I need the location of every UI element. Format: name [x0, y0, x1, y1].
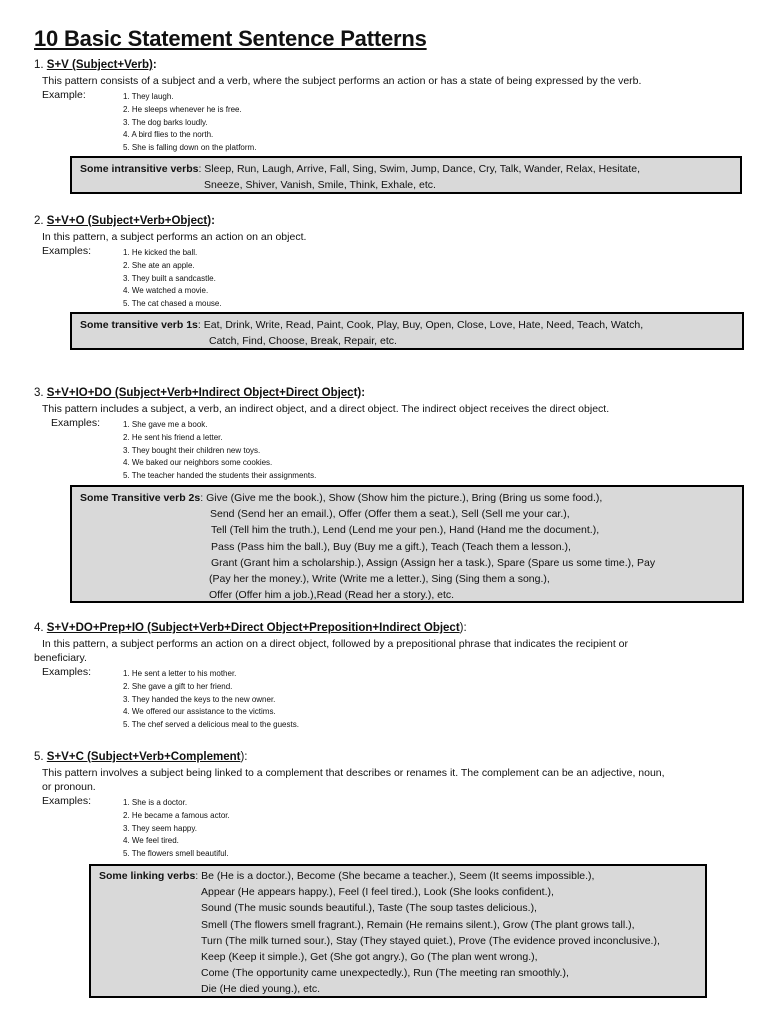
examples-label: Examples: — [42, 245, 92, 257]
page-title: 10 Basic Statement Sentence Patterns — [34, 26, 427, 51]
section-4 — [34, 621, 734, 732]
box-line: (Pay her the money.), Write (Write me a letter.), Sing (Sing them a song.), — [209, 573, 550, 586]
box-label: Some linking verbs — [99, 870, 196, 882]
example-item: 2. He sent his friend a letter. — [123, 432, 223, 442]
example-item: 5. The chef served a delicious meal to the guests. — [123, 720, 299, 730]
box-line: Keep (Keep it simple.), Get (She got angry.), Go (The plan went wrong.), — [201, 951, 538, 964]
section-description — [42, 230, 734, 244]
examples-list — [123, 795, 734, 861]
section-number: 2. — [34, 215, 44, 227]
example-item: 3. They seem happy. — [123, 823, 197, 833]
example-item: 5. She is falling down on the platform. — [123, 143, 257, 153]
section-description — [42, 766, 734, 794]
example-item: 2. He sleeps whenever he is free. — [123, 104, 242, 114]
example-item: 2. He became a famous actor. — [123, 810, 230, 820]
section-description — [42, 74, 734, 88]
section-pattern: S+V (Subject+Verb) — [46, 59, 153, 71]
description-line: or pronoun. — [42, 781, 96, 793]
box-line: Offer (Offer him a job.),Read (Read her a story.), etc. — [209, 589, 455, 602]
section-5 — [34, 750, 734, 861]
section-pattern: S+V+C (Subject+Verb+Complement — [46, 751, 241, 763]
verb-box-intransitive — [70, 156, 742, 194]
example-item: 5. The flowers smell beautiful. — [123, 849, 229, 859]
example-item: 4. We offered our assistance to the victims. — [123, 707, 276, 717]
section-2 — [34, 214, 734, 311]
verb-box-transitive-1 — [70, 312, 744, 350]
section-colon: ): — [459, 622, 467, 634]
box-line: Turn (The milk turned sour.), Stay (They stayed quiet.), Prove (The evidence proved inconclusive.), — [201, 934, 660, 947]
section-pattern: S+V+DO+Prep+IO (Subject+Verb+Direct Object+Preposition+Indirect Object — [46, 622, 460, 634]
verb-box-transitive-2 — [70, 485, 744, 603]
description-line: In this pattern, a subject performs an action on a direct object, followed by a prepositional phrase that indicates the recipient or — [42, 638, 629, 650]
box-line: Come (The opportunity came unexpectedly.), Run (The meeting ran smoothly.), — [201, 967, 569, 980]
example-item: 5. The teacher handed the students their assignments. — [123, 471, 317, 481]
box-line: Sneeze, Shiver, Vanish, Smile, Think, Exhale, etc. — [204, 179, 436, 192]
section-number: 3. — [34, 387, 44, 399]
example-item: 4. We feel tired. — [123, 836, 179, 846]
example-item: 1. He sent a letter to his mother. — [123, 669, 237, 678]
examples-block — [34, 417, 734, 483]
verb-box-linking — [89, 864, 707, 998]
section-colon: ): — [240, 751, 248, 763]
section-description — [34, 637, 734, 665]
section-number: 4. — [34, 622, 44, 634]
box-line: : Give (Give me the book.), Show (Show him the picture.), Bring (Bring us some food.), — [200, 492, 603, 504]
box-label: Some Transitive verb 2s — [80, 492, 201, 504]
box-line: Grant (Grant him a scholarship.), Assign (Assign her a task.), Spare (Spare us some time.), Pay — [211, 556, 656, 569]
section-heading — [34, 621, 734, 635]
box-line: Pass (Pass him the ball.), Buy (Buy me a gift.), Teach (Teach them a lesson.), — [211, 540, 571, 553]
box-line: Catch, Find, Choose, Break, Repair, etc. — [209, 335, 397, 348]
example-item: 1. They laugh. — [123, 92, 174, 101]
examples-block — [34, 795, 734, 861]
section-colon: : — [152, 59, 157, 71]
examples-label: Examples: — [42, 795, 92, 807]
section-colon: ): — [207, 215, 215, 227]
box-line: Tell (Tell him the truth.), Lend (Lend me your pen.), Hand (Hand me the document.), — [211, 524, 600, 537]
example-item: 4. We baked our neighbors some cookies. — [123, 458, 273, 468]
description-line: beneficiary. — [34, 652, 87, 664]
example-item: 3. They handed the keys to the new owner. — [123, 694, 276, 704]
examples-label: Examples: — [42, 666, 92, 678]
description-line: This pattern includes a subject, a verb, an indirect object, and a direct object. The indirect object receives the direct object. — [42, 403, 610, 415]
examples-block — [34, 245, 734, 311]
example-item: 3. They built a sandcastle. — [123, 273, 216, 283]
box-label: Some intransitive verbs — [80, 163, 199, 175]
example-item: 1. He kicked the ball. — [123, 248, 198, 257]
examples-block — [34, 89, 734, 155]
example-item: 4. A bird flies to the north. — [123, 130, 214, 140]
examples-label: Examples: — [51, 417, 101, 429]
section-colon: t): — [353, 387, 366, 399]
description-line: This pattern consists of a subject and a verb, where the subject performs an action or has a state of being expressed by the verb. — [42, 75, 642, 87]
section-3 — [34, 386, 734, 483]
example-item: 5. The cat chased a mouse. — [123, 299, 222, 309]
example-item: 2. She ate an apple. — [123, 260, 195, 270]
example-item: 3. The dog barks loudly. — [123, 117, 208, 127]
box-line: Smell (The flowers smell fragrant.), Remain (He remains silent.), Grow (The plant grows tall.), — [201, 918, 635, 931]
section-number: 5. — [34, 751, 44, 763]
box-line: : Sleep, Run, Laugh, Arrive, Fall, Sing, Swim, Jump, Dance, Cry, Talk, Wander, Relax, Hesitate, — [198, 163, 641, 175]
section-1 — [34, 58, 734, 155]
box-line: Die (He died young.), etc. — [201, 983, 321, 996]
example-item: 2. She gave a gift to her friend. — [123, 681, 233, 691]
examples-list — [123, 245, 734, 311]
section-heading — [34, 386, 734, 400]
example-item: 1. She is a doctor. — [123, 798, 188, 807]
section-heading — [34, 750, 734, 764]
examples-list — [123, 89, 734, 155]
examples-block — [34, 666, 734, 732]
section-pattern: S+V+IO+DO (Subject+Verb+Indirect Object+Direct Objec — [46, 387, 354, 399]
box-line: Sound (The music sounds beautiful.), Taste (The soup tastes delicious.), — [201, 902, 537, 915]
box-line: Send (Send her an email.), Offer (Offer them a seat.), Sell (Sell me your car.), — [210, 508, 570, 521]
box-label: Some transitive verb 1s — [80, 319, 198, 331]
section-description — [42, 402, 734, 416]
box-line: : Be (He is a doctor.), Become (She became a teacher.), Seem (It seems impossible.), — [195, 870, 595, 882]
box-line: Appear (He appears happy.), Feel (I feel tired.), Look (She looks confident.), — [201, 886, 554, 899]
examples-list — [123, 666, 734, 732]
description-line: This pattern involves a subject being linked to a complement that describes or renames it. The complement can be an adjective, noun, — [42, 767, 665, 779]
section-heading — [34, 58, 734, 72]
example-item: 3. They bought their children new toys. — [123, 445, 261, 455]
section-number: 1. — [34, 59, 44, 71]
section-heading — [34, 214, 734, 228]
examples-list — [123, 417, 734, 483]
examples-label: Example: — [42, 89, 86, 101]
description-line: In this pattern, a subject performs an action on an object. — [42, 231, 307, 243]
box-line: : Eat, Drink, Write, Read, Paint, Cook, Play, Buy, Open, Close, Love, Hate, Need, Teach, Watch, — [197, 319, 644, 331]
example-item: 1. She gave me a book. — [123, 420, 208, 429]
section-pattern: S+V+O (Subject+Verb+Object — [46, 215, 208, 227]
example-item: 4. We watched a movie. — [123, 286, 209, 296]
